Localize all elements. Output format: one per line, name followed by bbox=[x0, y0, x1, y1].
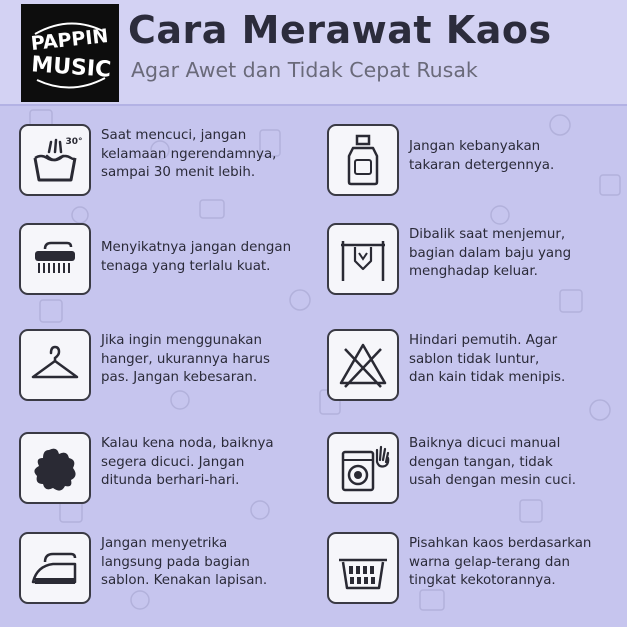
tip-card-sorting bbox=[327, 532, 627, 622]
header bbox=[0, 0, 627, 104]
tip-card-bleach bbox=[327, 329, 627, 419]
pappin-music-logo bbox=[21, 4, 119, 102]
tip-text: Saat mencuci, jangan kelamaan ngerendamnya, sampai 30 menit lebih. bbox=[101, 128, 277, 180]
tip-text: Kalau kena noda, baiknya segera dicuci. Jangan ditunda berhari-hari. bbox=[101, 436, 274, 488]
icon-box bbox=[327, 223, 399, 295]
icon-box bbox=[19, 532, 91, 604]
no-bleach-icon bbox=[335, 337, 391, 393]
hand-wash-machine-icon bbox=[335, 440, 391, 496]
icon-box bbox=[327, 532, 399, 604]
tip-card-ironing bbox=[19, 532, 319, 622]
svg-text:PAPPIN: PAPPIN bbox=[29, 25, 110, 56]
laundry-basket-icon bbox=[335, 540, 391, 596]
tip-text: Dibalik saat menjemur, bagian dalam baju yang menghadap keluar. bbox=[409, 227, 572, 279]
temperature-label: 30° bbox=[65, 137, 83, 147]
scrub-brush-icon bbox=[27, 231, 83, 287]
tip-card-drying bbox=[327, 223, 627, 313]
tip-card-stain bbox=[19, 432, 319, 522]
detergent-bottle-icon bbox=[335, 132, 391, 188]
header-divider bbox=[0, 104, 627, 106]
page-title: Cara Merawat Kaos bbox=[128, 8, 552, 52]
tip-text: Pisahkan kaos berdasarkan warna gelap-terang dan tingkat kekotorannya. bbox=[409, 536, 592, 588]
icon-box bbox=[19, 124, 91, 196]
tip-card-hand-wash bbox=[327, 432, 627, 522]
tip-card-scrubbing bbox=[19, 223, 319, 313]
tip-text: Baiknya dicuci manual dengan tangan, tidak usah dengan mesin cuci. bbox=[409, 436, 576, 488]
stain-splat-icon bbox=[27, 440, 83, 496]
tip-text: Jika ingin menggunakan hanger, ukurannya harus pas. Jangan kebesaran. bbox=[101, 333, 270, 385]
page-subtitle: Agar Awet dan Tidak Cepat Rusak bbox=[131, 58, 478, 82]
icon-box bbox=[327, 124, 399, 196]
hanger-icon bbox=[27, 337, 83, 393]
icon-box bbox=[327, 432, 399, 504]
tip-card-wash-temperature bbox=[19, 124, 319, 214]
svg-text:MUSIC: MUSIC bbox=[30, 52, 112, 83]
wash-30-degrees-icon bbox=[27, 132, 83, 188]
icon-box bbox=[19, 223, 91, 295]
hanging-line-dry-icon bbox=[335, 231, 391, 287]
tip-text: Menyikatnya jangan dengan tenaga yang terlalu kuat. bbox=[101, 240, 292, 274]
tip-text: Jangan kebanyakan takaran detergennya. bbox=[409, 139, 555, 173]
iron-icon bbox=[27, 540, 83, 596]
tip-card-detergent bbox=[327, 124, 627, 214]
icon-box bbox=[19, 432, 91, 504]
icon-box bbox=[327, 329, 399, 401]
tip-text: Hindari pemutih. Agar sablon tidak luntur, dan kain tidak menipis. bbox=[409, 333, 566, 385]
icon-box bbox=[19, 329, 91, 401]
tip-text: Jangan menyetrika langsung pada bagian sablon. Kenakan lapisan. bbox=[101, 536, 268, 588]
tip-card-hanger bbox=[19, 329, 319, 419]
